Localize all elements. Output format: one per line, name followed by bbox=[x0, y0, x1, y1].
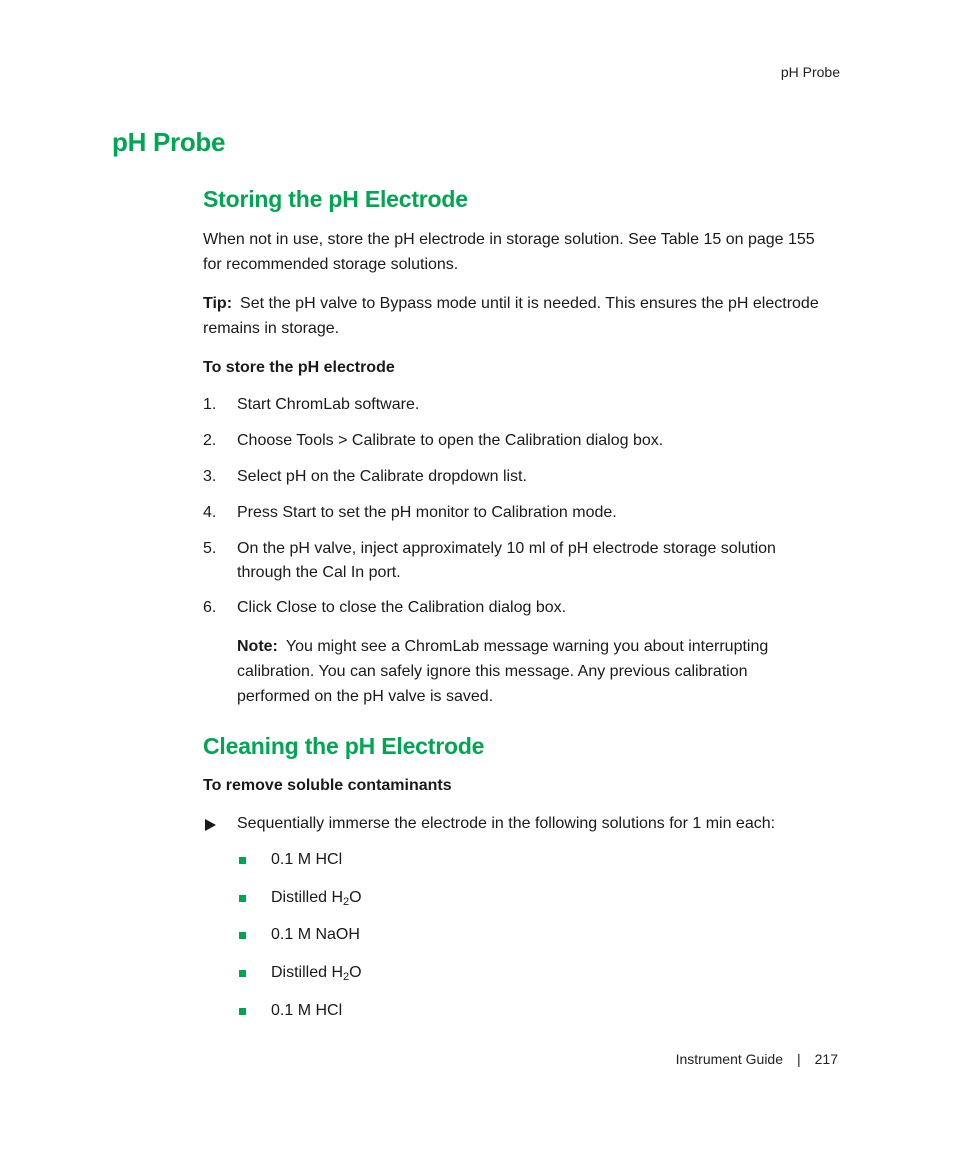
section-title-cleaning: Cleaning the pH Electrode bbox=[203, 733, 485, 759]
step-text: On the pH valve, inject approximately 10 ml of pH electrode storage solution through the Cal In port. bbox=[237, 540, 776, 581]
note-label: Note: bbox=[237, 638, 278, 655]
note-text: You might see a ChromLab message warning you about interrupting calibration. You can safely ignore this message. Any previous calibration performed on the pH valve is saved. bbox=[237, 638, 769, 705]
square-bullet-icon bbox=[239, 1008, 246, 1015]
step-number: 2. bbox=[203, 432, 217, 449]
page-footer bbox=[676, 1051, 838, 1067]
tip-label: Tip: bbox=[203, 295, 233, 312]
storage-intro-paragraph: When not in use, store the pH electrode in storage solution. See Table 15 on page 155 for recommended storage solutions. bbox=[203, 231, 815, 273]
tip-paragraph bbox=[203, 292, 823, 341]
instruction-text: Sequentially immerse the electrode in the following solutions for 1 min each: bbox=[237, 815, 776, 832]
solution-text: Distilled $H_2O$ bbox=[271, 889, 362, 908]
running-header: pH Probe bbox=[780, 64, 840, 80]
footer-doc-title: Instrument Guide bbox=[675, 1051, 783, 1067]
square-bullet-icon bbox=[239, 857, 246, 864]
solution-text: 0.1 M HCl bbox=[271, 1002, 343, 1019]
solution-text: Distilled $H_2O$ bbox=[271, 964, 362, 983]
procedure-heading-remove: To remove soluble contaminants bbox=[203, 777, 452, 794]
note-paragraph bbox=[237, 634, 807, 709]
page-number: 217 bbox=[814, 1051, 838, 1067]
step-number: 5. bbox=[203, 540, 217, 557]
square-bullet-icon bbox=[239, 970, 246, 977]
step-number: 6. bbox=[203, 599, 217, 616]
square-bullet-icon bbox=[239, 932, 246, 939]
step-text: Press Start to set the pH monitor to Calibration mode. bbox=[237, 504, 617, 521]
step-number: 4. bbox=[203, 504, 217, 521]
step-text: Click Close to close the Calibration dialog box. bbox=[237, 599, 567, 616]
solution-text: 0.1 M NaOH bbox=[271, 926, 360, 943]
chapter-title: pH Probe bbox=[112, 127, 226, 157]
step-text: Select pH on the Calibrate dropdown list. bbox=[237, 468, 527, 485]
tip-text: Set the pH valve to Bypass mode until it is needed. This ensures the pH electrode remains in storage. bbox=[203, 295, 819, 337]
solution-text: 0.1 M HCl bbox=[271, 851, 343, 868]
triangle-arrow-icon bbox=[205, 819, 216, 831]
footer-separator: | bbox=[797, 1051, 801, 1067]
square-bullet-icon bbox=[239, 895, 246, 902]
step-number: 1. bbox=[203, 396, 217, 413]
step-number: 3. bbox=[203, 468, 217, 485]
section-title-storing: Storing the pH Electrode bbox=[203, 186, 468, 212]
step-text: Choose Tools > Calibrate to open the Calibration dialog box. bbox=[237, 432, 664, 449]
procedure-heading-store: To store the pH electrode bbox=[203, 359, 395, 376]
step-text: Start ChromLab software. bbox=[237, 396, 420, 413]
